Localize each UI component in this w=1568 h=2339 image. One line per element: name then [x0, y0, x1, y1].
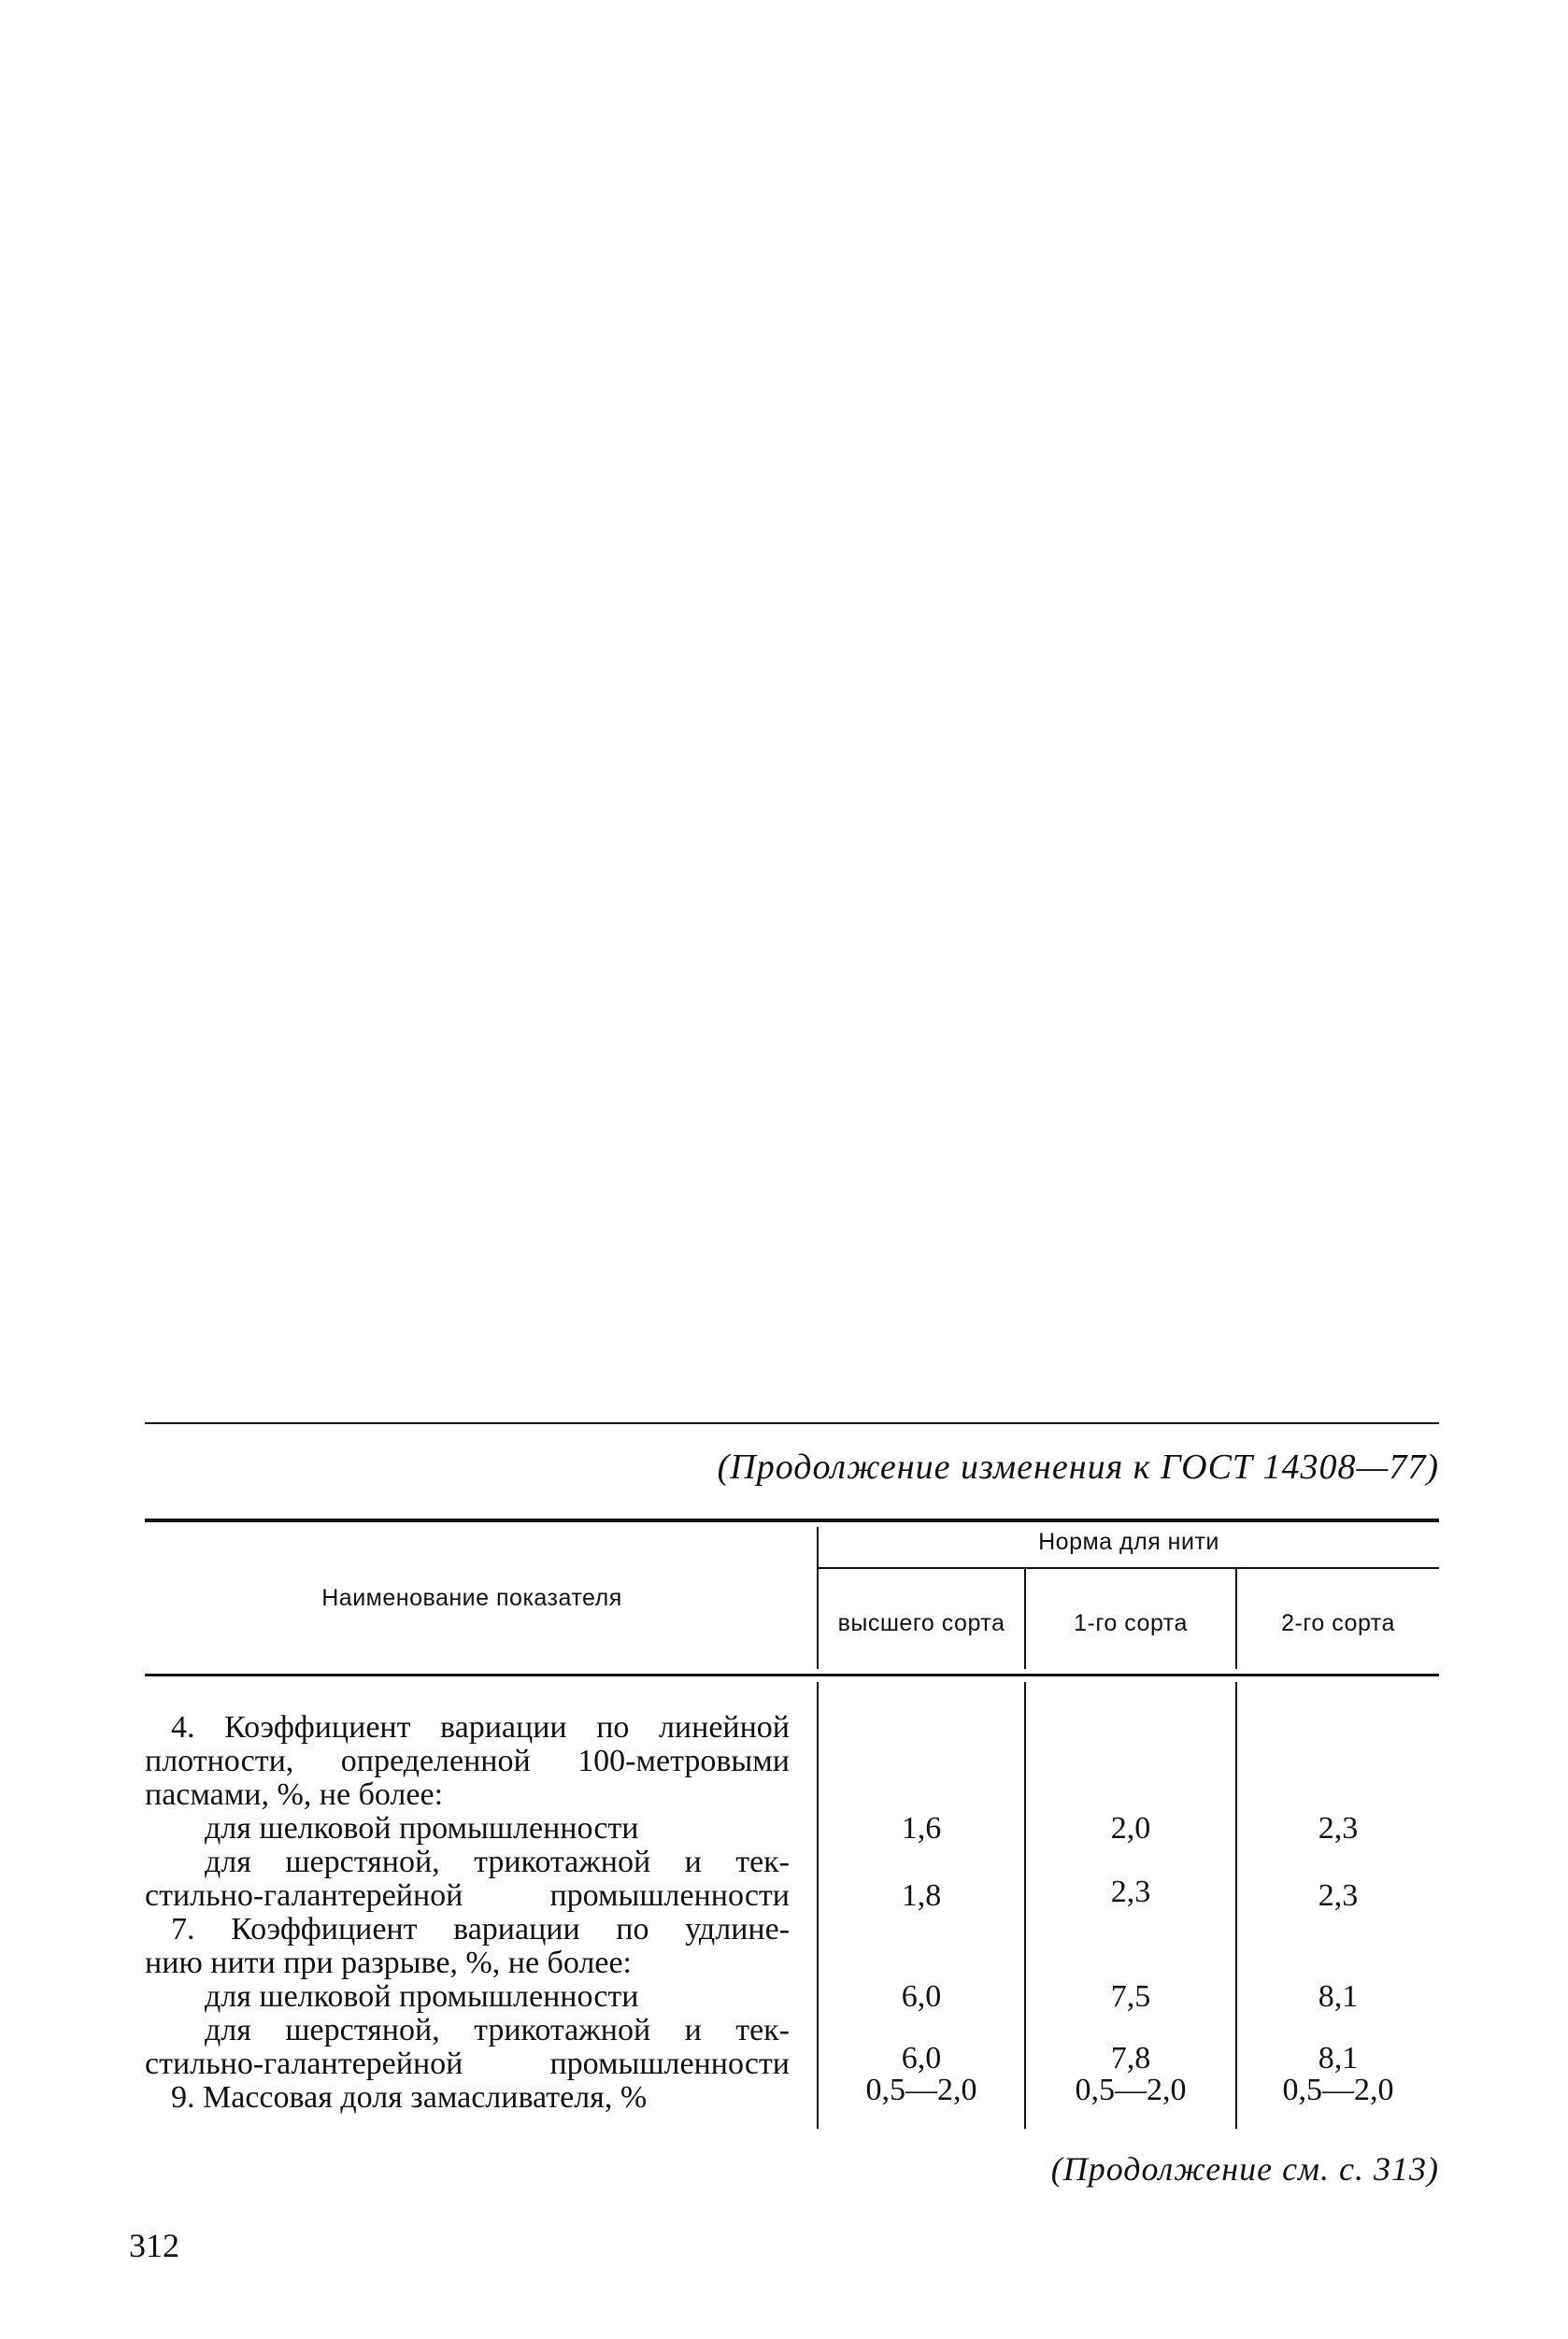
table-row [145, 2073, 1439, 2115]
row-label: 4. Коэффициент вариации по линейной [171, 1710, 790, 1745]
value-top-grade: 1,8 [901, 1878, 942, 1913]
row-label: 9. Массовая доля замасливателя, % [171, 2080, 648, 2115]
row-label: пасмами, %, не более: [145, 1777, 444, 1812]
value-first-grade: 2,0 [1110, 1811, 1151, 1846]
row-label: стильно-галантерейной промышленности [145, 2047, 790, 2081]
sub-header-first-grade: 1-го сорта [1074, 1610, 1188, 1636]
value-first-grade: 7,8 [1110, 2041, 1151, 2075]
row-label: стильно-галантерейной промышленности [145, 1878, 790, 1913]
row-label: для шерстяной, трикотажной и тек- [205, 1845, 790, 1879]
row-label: для шелковой промышленности [205, 1811, 639, 1846]
value-top-grade: 1,6 [901, 1811, 942, 1846]
value-first-grade: 7,5 [1110, 1979, 1151, 2014]
table-row [145, 1946, 1439, 1980]
table-row [145, 1979, 1439, 2014]
row-label: 7. Коэффициент вариации по удлине- [171, 1912, 790, 1947]
top-rule [145, 1422, 1439, 1424]
table-row [145, 1875, 1439, 1913]
value-second-grade: 2,3 [1318, 1811, 1359, 1846]
row-label: для шерстяной, трикотажной и тек- [205, 2013, 790, 2047]
continuation-header: (Продолжение изменения к ГОСТ 14308—77) [717, 1448, 1439, 1487]
row-label: для шелковой промышленности [205, 1979, 639, 2014]
name-column-header: Наименование показателя [321, 1585, 622, 1611]
sub-header-second-grade: 2-го сорта [1281, 1610, 1395, 1636]
value-top-grade: 6,0 [901, 1979, 942, 2014]
table-row [145, 1744, 1439, 1778]
row-label: нию нити при разрыве, %, не более: [145, 1946, 632, 1980]
value-second-grade: 2,3 [1318, 1878, 1359, 1913]
header-bottom-rule [145, 1674, 1439, 1676]
group-header-rule [819, 1567, 1439, 1569]
table-row [145, 1710, 1439, 1745]
table-row [145, 1845, 1439, 1879]
table-row [145, 1777, 1439, 1812]
group-column-header: Норма для нити [1038, 1529, 1219, 1555]
value-second-grade: 8,1 [1318, 1979, 1359, 2014]
value-top-grade: 6,0 [901, 2041, 942, 2075]
value-top-grade: 0,5—2,0 [865, 2073, 977, 2107]
row-label: плотности, определенной 100-метровыми [145, 1744, 790, 1778]
continuation-footer: (Продолжение см. с. 313) [1050, 2150, 1439, 2188]
table-top-rule [145, 1519, 1439, 1522]
page-number: 312 [129, 2227, 179, 2264]
value-second-grade: 8,1 [1318, 2041, 1359, 2075]
value-first-grade: 0,5—2,0 [1075, 2073, 1187, 2107]
value-second-grade: 0,5—2,0 [1282, 2073, 1394, 2107]
table-row [145, 1912, 1439, 1947]
sub-header-top-grade: высшего сорта [837, 1610, 1005, 1636]
table-row [145, 1811, 1439, 1846]
value-first-grade: 2,3 [1110, 1875, 1151, 1909]
